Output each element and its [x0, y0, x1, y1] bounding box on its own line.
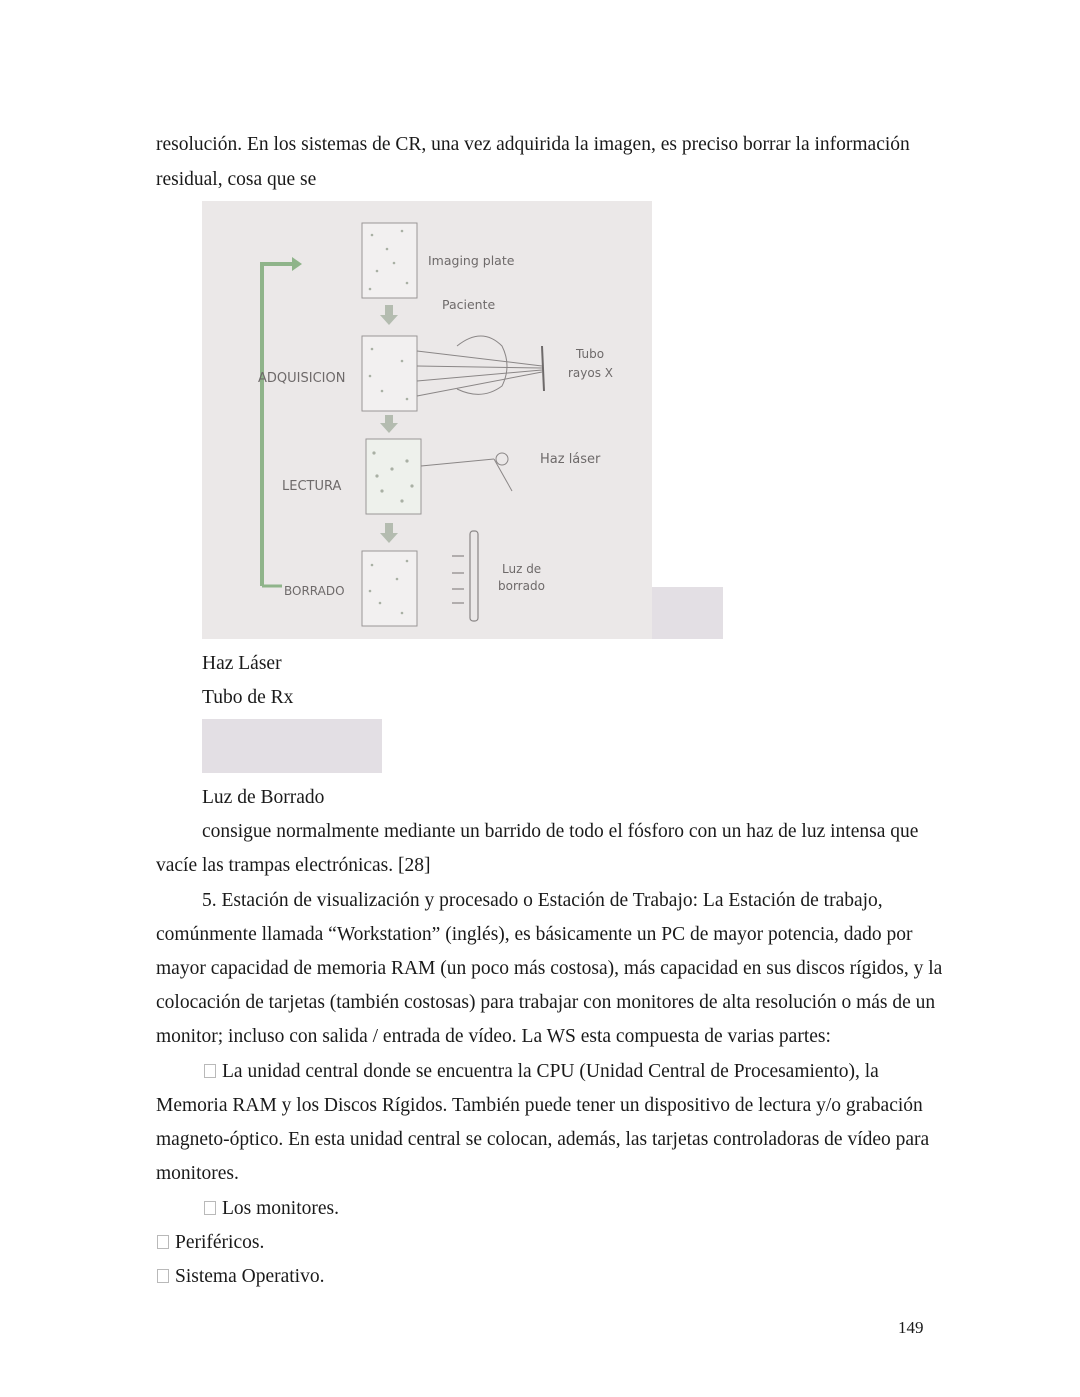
paragraph-line: mayor capacidad de memoria RAM (un poco más costosa), más capacidad en sus discos rígidos, y la	[156, 958, 943, 979]
paragraph-line: monitores.	[156, 1163, 239, 1184]
paragraph-line: 5. Estación de visualización y procesado o Estación de Trabajo: La Estación de trabajo,	[202, 890, 883, 911]
plate-adquisicion	[362, 336, 417, 411]
label-tubo: Tubo	[576, 347, 605, 361]
bullet-box-icon	[204, 1064, 216, 1078]
paragraph-line: consigue normalmente mediante un barrido de todo el fósforo con un haz de luz intensa que	[202, 821, 919, 842]
plate-lectura	[366, 439, 421, 514]
label-borrado-stage: BORRADO	[284, 584, 345, 598]
bullet-item	[157, 1231, 264, 1255]
laser-beam	[421, 453, 512, 491]
paragraph-line: colocación de tarjetas (también costosas) para trabajar con monitores de alta resolución o más de un	[156, 992, 936, 1013]
caption-haz-laser: Haz Láser	[202, 653, 282, 674]
caption-luz-borrado: Luz de Borrado	[202, 787, 325, 808]
label-borrado: borrado	[498, 579, 545, 593]
label-paciente: Paciente	[442, 297, 496, 312]
caption-tubo-rx: Tubo de Rx	[202, 687, 294, 708]
page-number: 149	[898, 1318, 924, 1337]
bullet-text: Los monitores.	[222, 1198, 339, 1219]
cycle-arrow	[262, 264, 297, 586]
bullet-text: Sistema Operativo.	[175, 1266, 325, 1287]
xray-tube	[542, 346, 544, 391]
paragraph-line: vacíe las trampas electrónicas. [28]	[156, 855, 431, 876]
imaging-plate	[362, 223, 417, 298]
paragraph-line: Memoria RAM y los Discos Rígidos. También puede tener un dispositivo de lectura y/o grabación	[156, 1095, 923, 1116]
erase-light	[452, 531, 478, 621]
xray-beams	[417, 336, 542, 396]
label-rayos-x: rayos X	[568, 366, 614, 380]
paragraph-line: monitor; incluso con salida / entrada de vídeo. La WS esta compuesta de varias partes:	[156, 1026, 831, 1047]
paragraph-line: comúnmente llamada “Workstation” (inglés), es básicamente un PC de mayor potencia, dado por	[156, 924, 913, 945]
bullet-item	[157, 1265, 324, 1289]
bullet-text: Periféricos.	[175, 1232, 265, 1253]
bullet-box-icon	[157, 1269, 169, 1283]
cycle-arrowhead	[292, 257, 302, 271]
bullet-box-icon	[204, 1201, 216, 1215]
label-lectura: LECTURA	[282, 479, 342, 494]
bullet-text: La unidad central donde se encuentra la CPU (Unidad Central de Procesamiento), la	[222, 1061, 879, 1082]
paragraph-line: magneto-óptico. En esta unidad central se colocan, además, las tarjetas controladoras de vídeo para	[156, 1129, 930, 1150]
label-adquisicion: ADQUISICION	[258, 371, 346, 386]
label-luz-de: Luz de	[502, 562, 542, 576]
cr-process-figure	[202, 201, 652, 639]
paragraph-line: resolución. En los sistemas de CR, una vez adquirida la imagen, es preciso borrar la información	[156, 134, 910, 155]
bullet-box-icon	[157, 1235, 169, 1249]
overlay-box	[202, 719, 382, 773]
paragraph-line: residual, cosa que se	[156, 169, 317, 190]
bullet-item	[204, 1197, 339, 1221]
plate-borrado	[362, 551, 417, 626]
label-imaging-plate: Imaging plate	[428, 253, 515, 268]
bullet-item	[204, 1060, 879, 1084]
overlay-box	[652, 587, 723, 639]
cr-process-diagram	[202, 201, 652, 639]
label-haz-laser: Haz láser	[540, 452, 601, 467]
